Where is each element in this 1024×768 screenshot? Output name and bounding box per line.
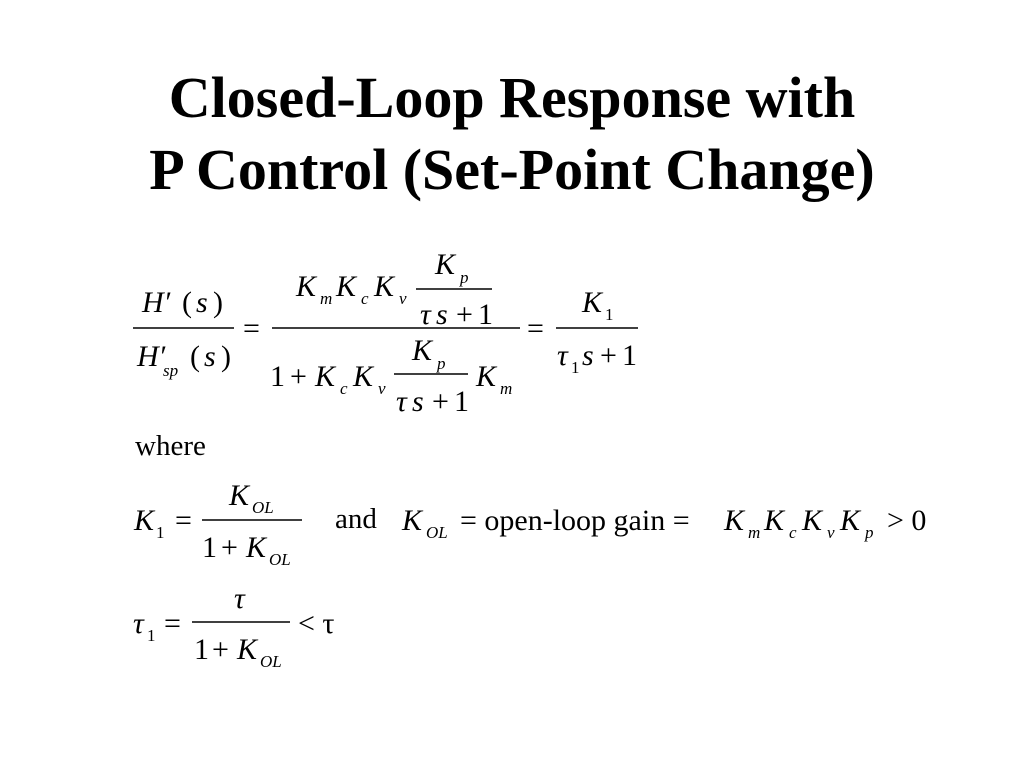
mid-den-inner-s: s xyxy=(412,385,424,418)
mid-num-inner-one: 1 xyxy=(478,298,493,331)
eq2-gain-sub-m: m xyxy=(748,523,761,542)
mid-num-K-m: K xyxy=(296,270,317,303)
title-line-2: P Control (Set-Point Change) xyxy=(149,137,875,202)
eq2-gain-sub-p: p xyxy=(865,523,874,542)
mid-den-inner-K-p: K xyxy=(412,334,433,367)
lhs-num-rparen: ) xyxy=(213,286,223,319)
mid-den-K-v: K xyxy=(353,360,374,393)
eq3-equals: = xyxy=(164,607,181,640)
time-constant-equation xyxy=(133,582,334,671)
rhs-den-sub-1: 1 xyxy=(571,358,580,377)
mid-num-inner-plus: + xyxy=(456,298,473,331)
mid-den-inner-plus: + xyxy=(432,385,449,418)
lhs-den-rparen: ) xyxy=(221,340,231,373)
lhs-den-lparen: ( xyxy=(190,340,200,373)
rhs-num-K: K xyxy=(582,286,603,319)
mid-den-sub-m: m xyxy=(500,379,513,398)
mid-den-plus: + xyxy=(290,360,307,393)
eq3-sub-1: 1 xyxy=(147,626,156,645)
eq2-den-plus: + xyxy=(221,531,238,564)
title-line-1: Closed-Loop Response with xyxy=(168,65,856,130)
eq2-num-sub-OL: OL xyxy=(252,498,274,517)
where-label: where xyxy=(135,430,206,462)
eq2-gain-K-c: K xyxy=(764,504,785,537)
rhs-den-plus: + xyxy=(600,339,617,372)
gain-equation xyxy=(133,479,926,569)
eq2-sub-1: 1 xyxy=(156,523,165,542)
lhs-den-sub-sp: sp xyxy=(163,361,179,380)
eq2-equals: = xyxy=(175,504,192,537)
rhs-den-s: s xyxy=(582,339,594,372)
eq2-gain-K-m: K xyxy=(724,504,745,537)
eq3-den-K: K xyxy=(237,633,258,666)
mid-den-K-c: K xyxy=(315,360,336,393)
mid-den-sub-v: v xyxy=(378,379,386,398)
mid-num-inner-tau: τ xyxy=(420,298,431,331)
lt-tau: < τ xyxy=(298,607,335,640)
eq3-den-plus: + xyxy=(212,633,229,666)
and-label: and xyxy=(335,503,377,535)
lhs-num-lparen: ( xyxy=(182,286,192,319)
equals-2: = xyxy=(527,312,544,345)
mid-num-sub-m: m xyxy=(320,289,333,308)
mid-den-inner-tau: τ xyxy=(396,385,407,418)
eq2-gain-K-v: K xyxy=(802,504,823,537)
mid-num-sub-c: c xyxy=(361,289,369,308)
eq2-KOL-K: K xyxy=(402,504,423,537)
eq3-den-one: 1 xyxy=(194,633,209,666)
lhs-num-H: H′ xyxy=(142,286,171,319)
mid-den-sub-c: c xyxy=(340,379,348,398)
eq2-KOL-sub: OL xyxy=(426,523,448,542)
eq3-num-tau: τ xyxy=(234,582,245,615)
lhs-den-s: s xyxy=(204,340,216,373)
eq2-den-sub-OL: OL xyxy=(269,550,291,569)
open-loop-gain-text: = open-loop gain = xyxy=(460,504,690,537)
eq2-den-one: 1 xyxy=(202,531,217,564)
rhs-den-tau: τ xyxy=(557,339,568,372)
mid-den-K-m: K xyxy=(476,360,497,393)
rhs-num-sub-1: 1 xyxy=(605,305,614,324)
mid-den-inner-one: 1 xyxy=(454,385,469,418)
mid-num-K-v: K xyxy=(374,270,395,303)
eq2-gain-sub-v: v xyxy=(827,523,835,542)
mid-num-inner-K-p: K xyxy=(435,248,456,281)
mid-num-inner-sub-p: p xyxy=(460,268,469,287)
eq2-den-K: K xyxy=(246,531,267,564)
transfer-function-equation xyxy=(133,248,638,418)
eq3-tau: τ xyxy=(133,607,144,640)
eq2-gain-sub-c: c xyxy=(789,523,797,542)
mid-num-K-c: K xyxy=(336,270,357,303)
mid-den-inner-sub-p: p xyxy=(437,354,446,373)
mid-den-one: 1 xyxy=(270,360,285,393)
lhs-den-H: H′ xyxy=(137,340,166,373)
rhs-den-one: 1 xyxy=(622,339,637,372)
eq2-num-K: K xyxy=(229,479,250,512)
eq3-den-sub-OL: OL xyxy=(260,652,282,671)
lhs-num-s: s xyxy=(196,286,208,319)
mid-num-inner-s: s xyxy=(436,298,448,331)
eq2-K: K xyxy=(134,504,155,537)
mid-num-sub-v: v xyxy=(399,289,407,308)
eq2-gain-K-p: K xyxy=(840,504,861,537)
gt-zero: > 0 xyxy=(887,504,927,537)
equals-1: = xyxy=(243,312,260,345)
